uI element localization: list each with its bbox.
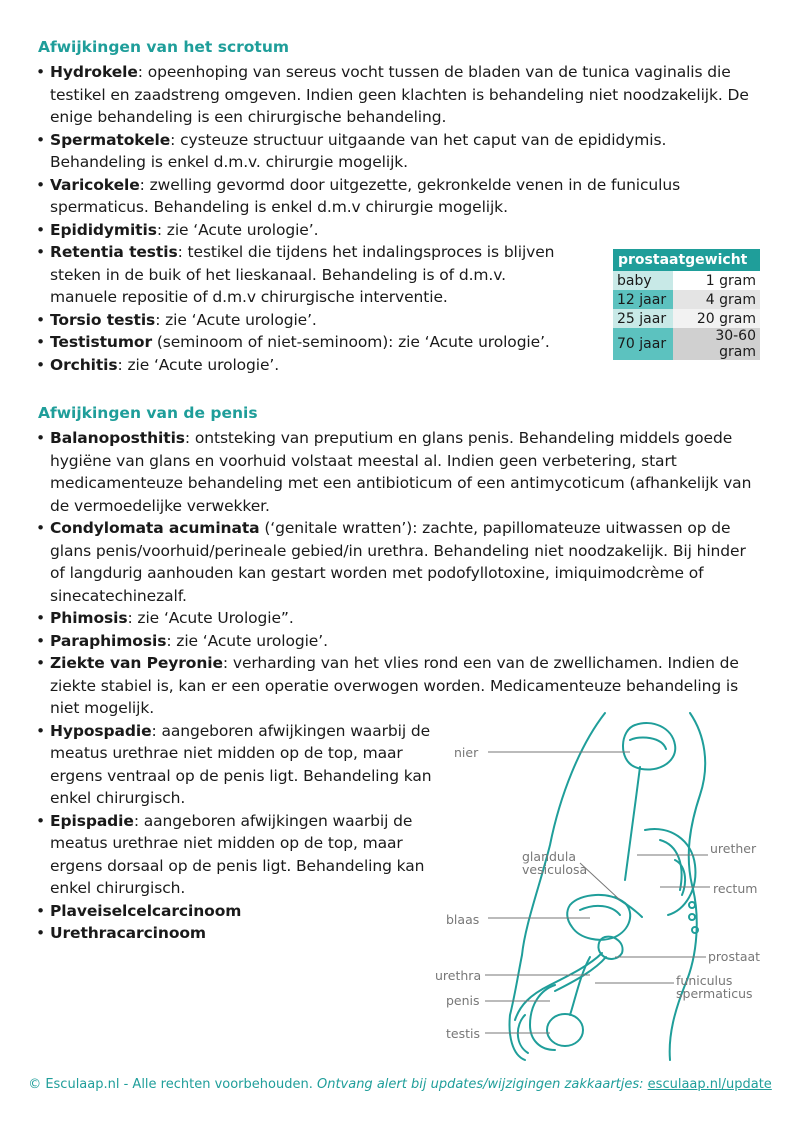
list-item: • Varicokele: zwelling gevormd door uitgezette, gekronkelde venen in de funiculus spermaticus. Behandeling is enkel d.m.v chirurgie mogelijk. [36, 174, 756, 219]
list-item: • Balanoposthitis: ontsteking van preputium en glans penis. Behandeling middels goede hygiëne van glans en voorhuid volstaat meestal al. Indien geen verbetering, start medicamenteuze behandeling met een antibioticum of een antimycoticum (afhankelijk van de vermoedelijke verwekker. [36, 427, 764, 517]
label-testis: testis [446, 1026, 480, 1041]
label-nier: nier [454, 745, 479, 760]
list-item: • Phimosis: zie ‘Acute Urologie”. [36, 607, 764, 630]
prostate-weight-table [613, 249, 760, 360]
list-item: • Condylomata acuminata (‘genitale wratten’): zachte, papillomateuze uitwassen op de glans penis/voorhuid/perineale gebied/in urethra. Behandeling niet noodzakelijk. Bij hinder of langdurig aanhouden kan gestart worden met podofyllotoxine, imiquimodcrème of sinecatechinezalf. [36, 517, 764, 607]
label-prostaat: prostaat [708, 949, 761, 964]
list-item: • Retentia testis: testikel die tijdens het indalingsproces is blijven steken in de buik of het lieskanaal. Behandeling is of d.m.v. manuele repositie of d.m.v chirurgische interventie. [36, 241, 560, 309]
label-penis: penis [446, 993, 480, 1008]
footer-copyright: © Esculaap.nl - Alle rechten voorbehouden. [28, 1077, 317, 1092]
label-funiculus: funiculus [676, 973, 733, 988]
list-item: • Ziekte van Peyronie: verharding van het vlies rond een van de zwellichamen. Indien de ziekte stabiel is, kan er een operatie overwogen worden. Medicamenteuze behandeling is niet mogelijk. [36, 652, 764, 720]
label-urether: urether [710, 841, 757, 856]
list-item: • Urethracarcinoom [36, 922, 764, 945]
anatomy-diagram [430, 705, 770, 1065]
list-item: • Spermatokele: cysteuze structuur uitgaande van het caput van de epididymis. Behandeling is enkel d.m.v. chirurgie mogelijk. [36, 129, 756, 174]
table-header: prostaatgewicht [613, 249, 760, 271]
penis-section-title: Afwijkingen van de penis [38, 404, 258, 422]
table-row: 70 jaar 30-60 gram [613, 328, 760, 360]
label-spermaticus: spermaticus [676, 986, 753, 1001]
list-item: • Plaveiselcelcarcinoom [36, 900, 764, 923]
list-item: • Torsio testis: zie ‘Acute urologie’. [36, 309, 756, 332]
list-item: • Orchitis: zie ‘Acute urologie’. [36, 354, 756, 377]
label-vesiculosa: vesiculosa [522, 862, 588, 877]
scrotum-section-title: Afwijkingen van het scrotum [38, 38, 290, 56]
label-glandula: glandula [522, 849, 576, 864]
label-urethra: urethra [435, 968, 482, 983]
label-rectum: rectum [713, 881, 758, 896]
table-row: 25 jaar 20 gram [613, 309, 760, 328]
footer-update-link[interactable]: esculaap.nl/update [647, 1077, 772, 1092]
list-item: • Paraphimosis: zie ‘Acute urologie’. [36, 630, 764, 653]
footer [0, 1077, 800, 1092]
table-row: baby 1 gram [613, 271, 760, 290]
table-row: 12 jaar 4 gram [613, 290, 760, 309]
list-item: • Epispadie: aangeboren afwijkingen waarbij de meatus urethrae niet midden op de top, maar ergens dorsaal op de penis ligt. Behandeling kan enkel chirurgisch. [36, 810, 440, 900]
list-item: • Testistumor (seminoom of niet-seminoom): zie ‘Acute urologie’. [36, 331, 756, 354]
footer-alert: Ontvang alert bij updates/wijzigingen zakkaartjes: [316, 1077, 648, 1092]
label-blaas: blaas [446, 912, 480, 927]
list-item: • Epididymitis: zie ‘Acute urologie’. [36, 219, 756, 242]
list-item: • Hypospadie: aangeboren afwijkingen waarbij de meatus urethrae niet midden op de top, maar ergens ventraal op de penis ligt. Behandeling kan enkel chirurgisch. [36, 720, 440, 810]
list-item: • Hydrokele: opeenhoping van sereus vocht tussen de bladen van de tunica vaginalis die testikel en zaadstreng omgeven. Indien geen klachten is behandeling niet noodzakelijk. De enige behandeling is een chirurgische behandeling. [36, 61, 756, 129]
